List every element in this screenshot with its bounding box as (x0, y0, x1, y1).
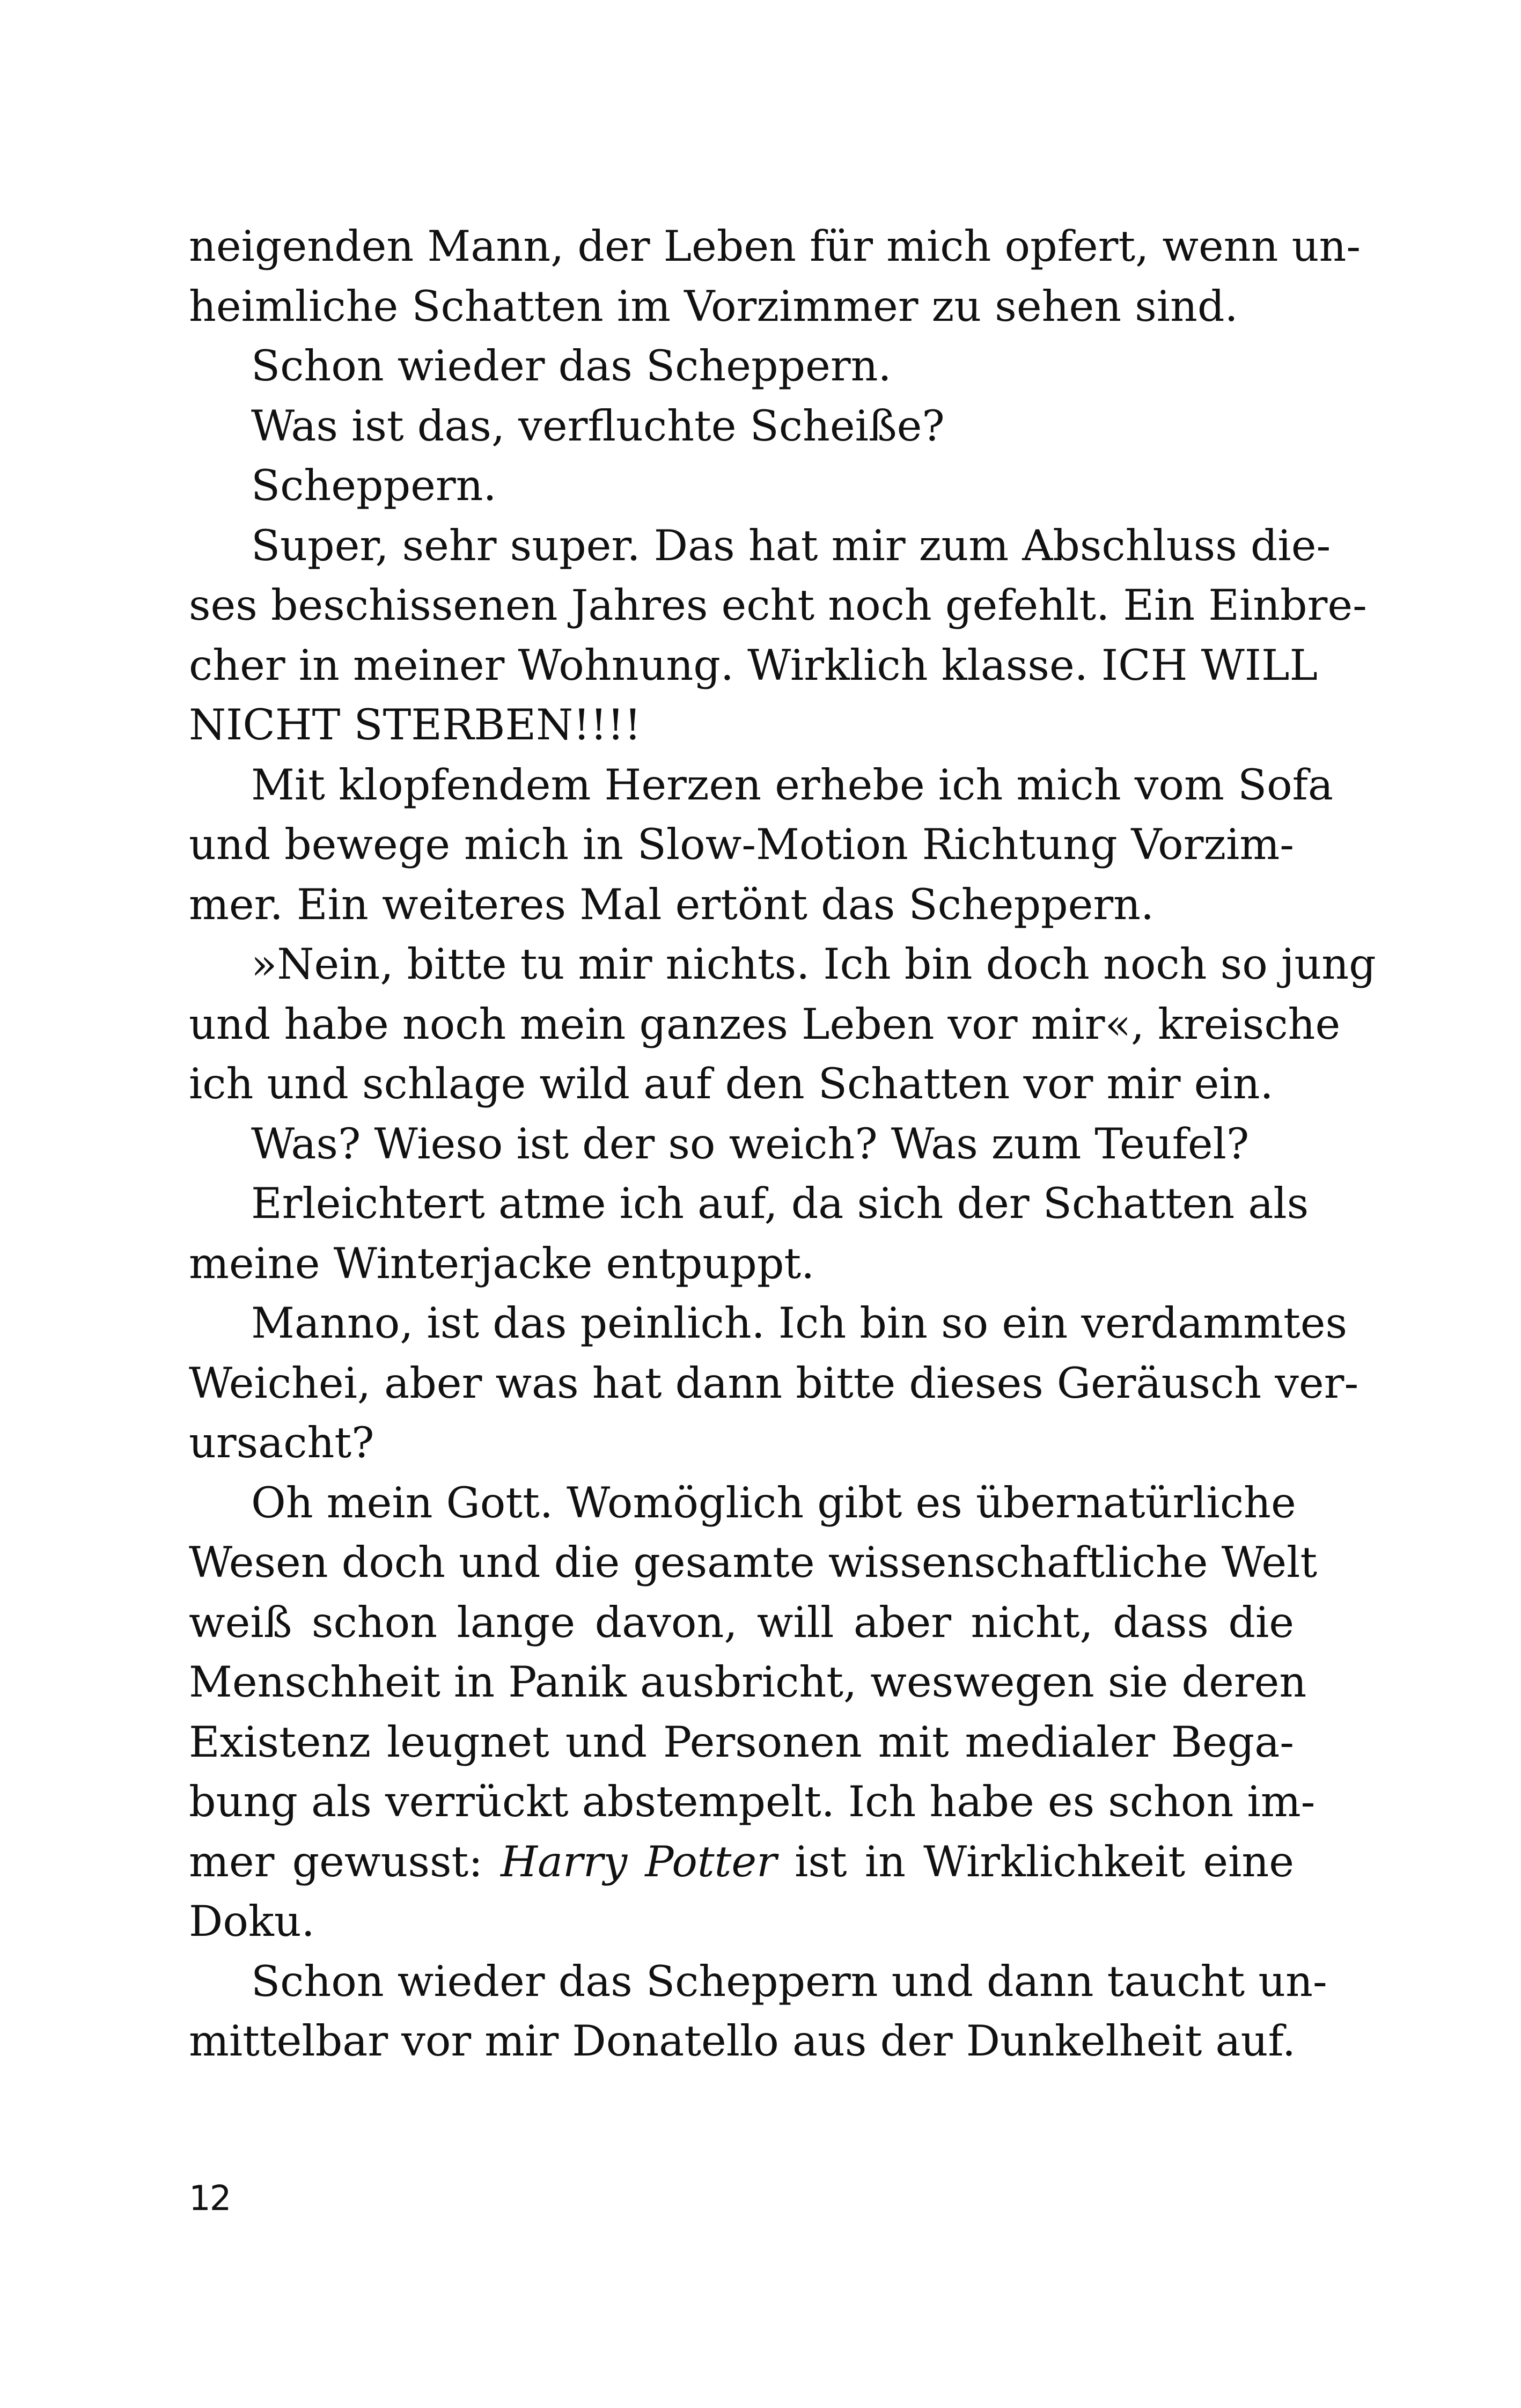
text-line: heimliche Schatten im Vorzimmer zu sehen sind. (189, 281, 1238, 331)
text-line: Schon wieder das Scheppern und dann taucht un- (251, 1956, 1327, 2006)
page-number: 12 (189, 2179, 231, 2219)
text-line: und bewege mich in Slow-Motion Richtung Vorzim- (189, 820, 1294, 869)
text-line: Super, sehr super. Das hat mir zum Abschluss die- (251, 520, 1331, 570)
text-line: Scheppern. (251, 461, 497, 510)
book-title: Harry Potter (501, 1837, 777, 1886)
text-line: neigenden Mann, der Leben für mich opfert, wenn un- (189, 222, 1361, 271)
text-line: mittelbar vor mir Donatello aus der Dunkelheit auf. (189, 2016, 1296, 2066)
text-fragment: ist in Wirklichkeit eine (776, 1837, 1294, 1886)
text-line: weiß schon lange davon, will aber nicht, dass die (189, 1597, 1294, 1647)
text-line: ursacht? (189, 1418, 374, 1467)
text-line-with-title (189, 1832, 1294, 1892)
text-line: Wesen doch und die gesamte wissenschaftliche Welt (189, 1538, 1318, 1587)
text-line: Mit klopfendem Herzen erhebe ich mich vom Sofa (251, 760, 1334, 810)
text-line: ses beschissenen Jahres echt noch gefehlt. Ein Einbre- (189, 581, 1367, 630)
text-line: Erleichtert atme ich auf, da sich der Schatten als (251, 1179, 1309, 1228)
text-line: mer. Ein weiteres Mal ertönt das Scheppern. (189, 879, 1155, 929)
text-line: Menschheit in Panik ausbricht, weswegen sie deren (189, 1657, 1307, 1707)
text-line: Oh mein Gott. Womöglich gibt es übernatürliche (251, 1478, 1296, 1528)
text-line: Weichei, aber was hat dann bitte dieses Geräusch ver- (189, 1358, 1359, 1408)
text-line: »Nein, bitte tu mir nichts. Ich bin doch noch so jung (251, 939, 1376, 989)
text-fragment: mer gewusst: (189, 1837, 501, 1886)
text-line: bung als verrückt abstempelt. Ich habe es schon im- (189, 1777, 1316, 1826)
text-line: Existenz leugnet und Personen mit medialer Bega- (189, 1717, 1294, 1767)
text-line: Was ist das, verfluchte Scheiße? (251, 401, 945, 451)
body-text (189, 217, 1376, 2072)
text-line: cher in meiner Wohnung. Wirklich klasse. ICH WILL (189, 640, 1318, 690)
text-line: ich und schlage wild auf den Schatten vor mir ein. (189, 1059, 1274, 1108)
text-line: meine Winterjacke entpuppt. (189, 1238, 815, 1288)
text-line: Manno, ist das peinlich. Ich bin so ein verdammtes (251, 1298, 1348, 1348)
text-line: Doku. (189, 1897, 315, 1946)
text-line: und habe noch mein ganzes Leben vor mir«, kreische (189, 999, 1341, 1049)
text-line: Was? Wieso ist der so weich? Was zum Teufel? (251, 1119, 1250, 1169)
text-line: NICHT STERBEN!!!! (189, 700, 642, 750)
text-line: Schon wieder das Scheppern. (251, 341, 892, 391)
